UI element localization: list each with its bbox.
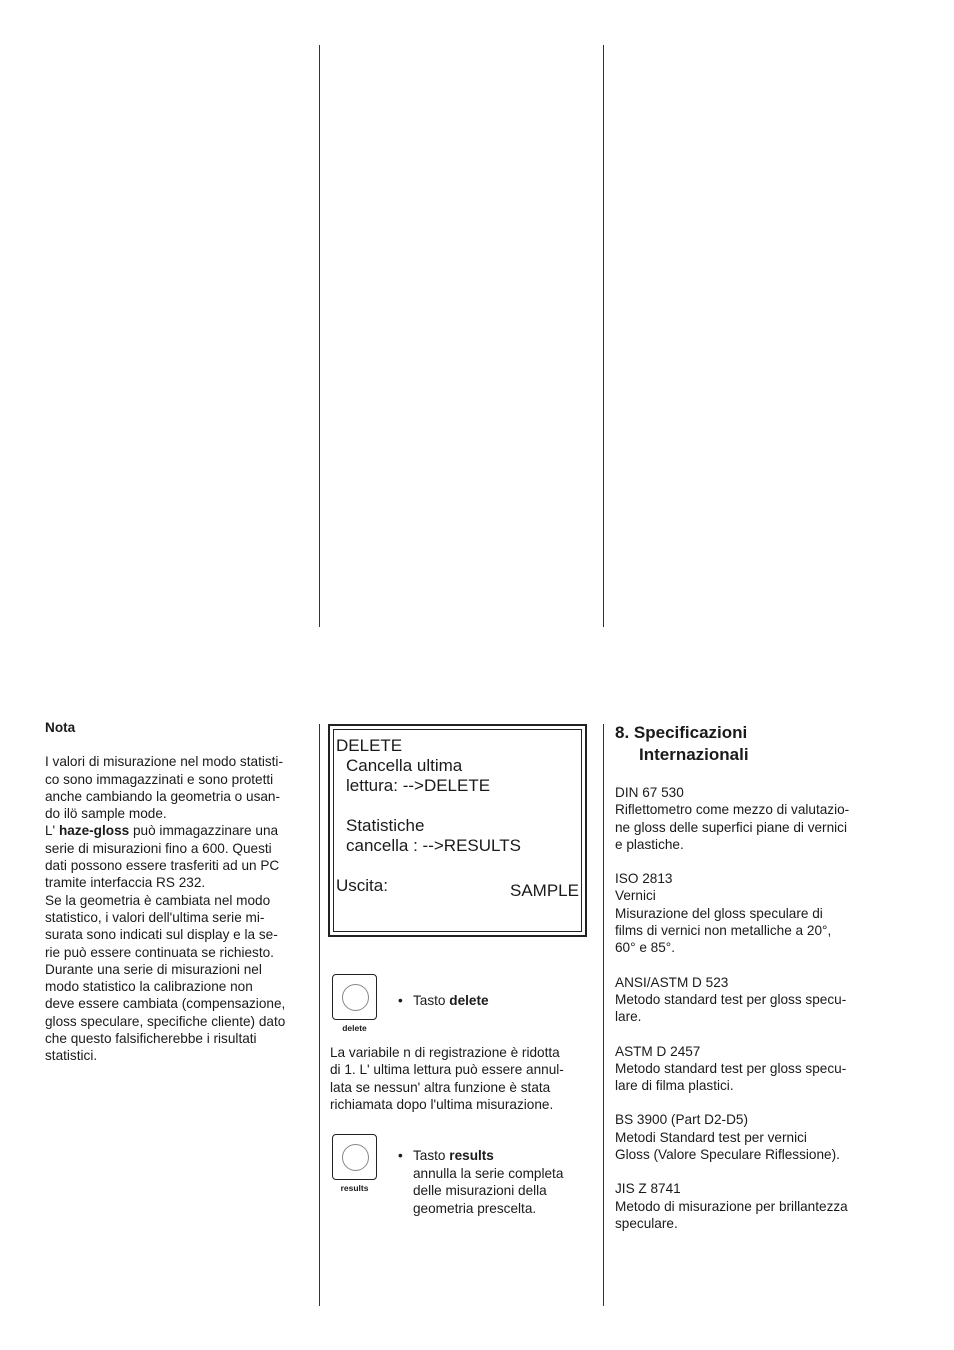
note-section bbox=[45, 719, 307, 1065]
column-divider-top-right bbox=[603, 45, 604, 627]
key-circle-icon bbox=[342, 984, 369, 1011]
spec-item bbox=[615, 1043, 875, 1095]
spec-description: Vernici Misurazione del gloss speculare di films di vernici non metalliche a 20°, 60° e 85°. bbox=[615, 888, 832, 956]
results-description: annulla la serie completa delle misurazioni della geometria prescelta. bbox=[413, 1166, 564, 1216]
spec-item bbox=[615, 974, 875, 1026]
spec-code: ANSI/ASTM D 523 bbox=[615, 974, 729, 990]
display-line-3: Statistiche bbox=[346, 816, 425, 835]
results-key-label: results bbox=[340, 1183, 369, 1193]
spec-code: JIS Z 8741 bbox=[615, 1181, 681, 1197]
note-title: Nota bbox=[45, 720, 76, 735]
section-title bbox=[615, 722, 749, 766]
section-title-line-1: 8. Specificazioni bbox=[615, 723, 748, 742]
results-key-name: results bbox=[449, 1148, 494, 1163]
delete-key-label: delete bbox=[342, 1023, 367, 1033]
results-key-bullet: • bbox=[398, 1148, 403, 1163]
section-title-line-2: Internazionali bbox=[639, 745, 749, 764]
spec-code: DIN 67 530 bbox=[615, 785, 684, 800]
note-p2-prefix: L' bbox=[45, 823, 59, 839]
delete-key-prefix: Tasto bbox=[413, 993, 450, 1008]
note-paragraph-3: Se la geometria è cambiata nel modo statistico, i valori dell'ultima serie mi- surata sono indicati sul display e la se- rie può essere continuata se richiesto. Durante una serie di misurazioni nel modo statistico la calibrazione non deve essere cambiata (compensazione, gloss speculare, specifiche cliente) dato che questo falsificherebbe i risultati statistici. bbox=[45, 892, 286, 1064]
spec-item bbox=[615, 870, 875, 956]
spec-description: Metodo di misurazione per brillantezza speculare. bbox=[615, 1198, 848, 1231]
note-p2-rest: può immagazzinare una serie di misurazioni fino a 600. Questi dati possono essere trasferiti ad un PC tramite interfaccia RS 232. bbox=[45, 823, 280, 891]
column-divider-bottom-left bbox=[319, 724, 320, 1306]
device-display bbox=[328, 724, 587, 937]
spec-code: ASTM D 2457 bbox=[615, 1043, 701, 1059]
spec-list bbox=[615, 784, 875, 1249]
delete-key-icon bbox=[332, 974, 377, 1020]
device-display-screen bbox=[333, 729, 582, 932]
spec-code: ISO 2813 bbox=[615, 871, 673, 887]
note-paragraph-1: I valori di misurazione nel modo statisti- co sono immagazzinati e sono protetti anche cambiando la geometria o usan- do ilö sample mode. bbox=[45, 754, 283, 822]
spec-item bbox=[615, 1180, 875, 1232]
display-exit-value: SAMPLE bbox=[510, 881, 579, 900]
delete-description: La variabile n di registrazione è ridotta di 1. L' ultima lettura può essere annul- lata se nessun' altra funzione è stata richiamata dopo l'ultima misurazione. bbox=[330, 1045, 564, 1112]
display-line-1: Cancella ultima bbox=[346, 756, 463, 775]
delete-key-bullet: • bbox=[398, 993, 403, 1008]
spec-description: Riflettometro come mezzo di valutazio- ne gloss delle superfici piane di vernici e plastiche. bbox=[615, 802, 850, 852]
results-key-icon bbox=[332, 1134, 377, 1180]
spec-code: BS 3900 (Part D2-D5) bbox=[615, 1112, 748, 1128]
delete-key-name: delete bbox=[449, 993, 489, 1008]
note-body bbox=[45, 753, 307, 1064]
column-divider-top-left bbox=[319, 45, 320, 627]
delete-key-caption bbox=[413, 992, 489, 1009]
note-paragraph-2 bbox=[45, 822, 307, 891]
display-line-4: cancella : -->RESULTS bbox=[346, 836, 521, 855]
spec-description: Metodi Standard test per vernici Gloss (Valore Speculare Riflessione). bbox=[615, 1129, 840, 1163]
spec-description: Metodo standard test per gloss specu- lare. bbox=[615, 991, 847, 1025]
results-key-caption bbox=[413, 1147, 494, 1164]
product-name: haze-gloss bbox=[58, 823, 130, 839]
display-exit-label: Uscita: bbox=[336, 876, 388, 895]
results-key-prefix: Tasto bbox=[413, 1148, 450, 1163]
key-circle-icon bbox=[342, 1144, 369, 1171]
column-divider-bottom-right bbox=[603, 724, 604, 1306]
display-header: DELETE bbox=[336, 736, 403, 755]
spec-item bbox=[615, 784, 875, 853]
spec-description: Metodo standard test per gloss specu- lare di filma plastici. bbox=[615, 1060, 847, 1094]
display-line-2: lettura: -->DELETE bbox=[346, 776, 491, 795]
spec-item bbox=[615, 1111, 875, 1163]
